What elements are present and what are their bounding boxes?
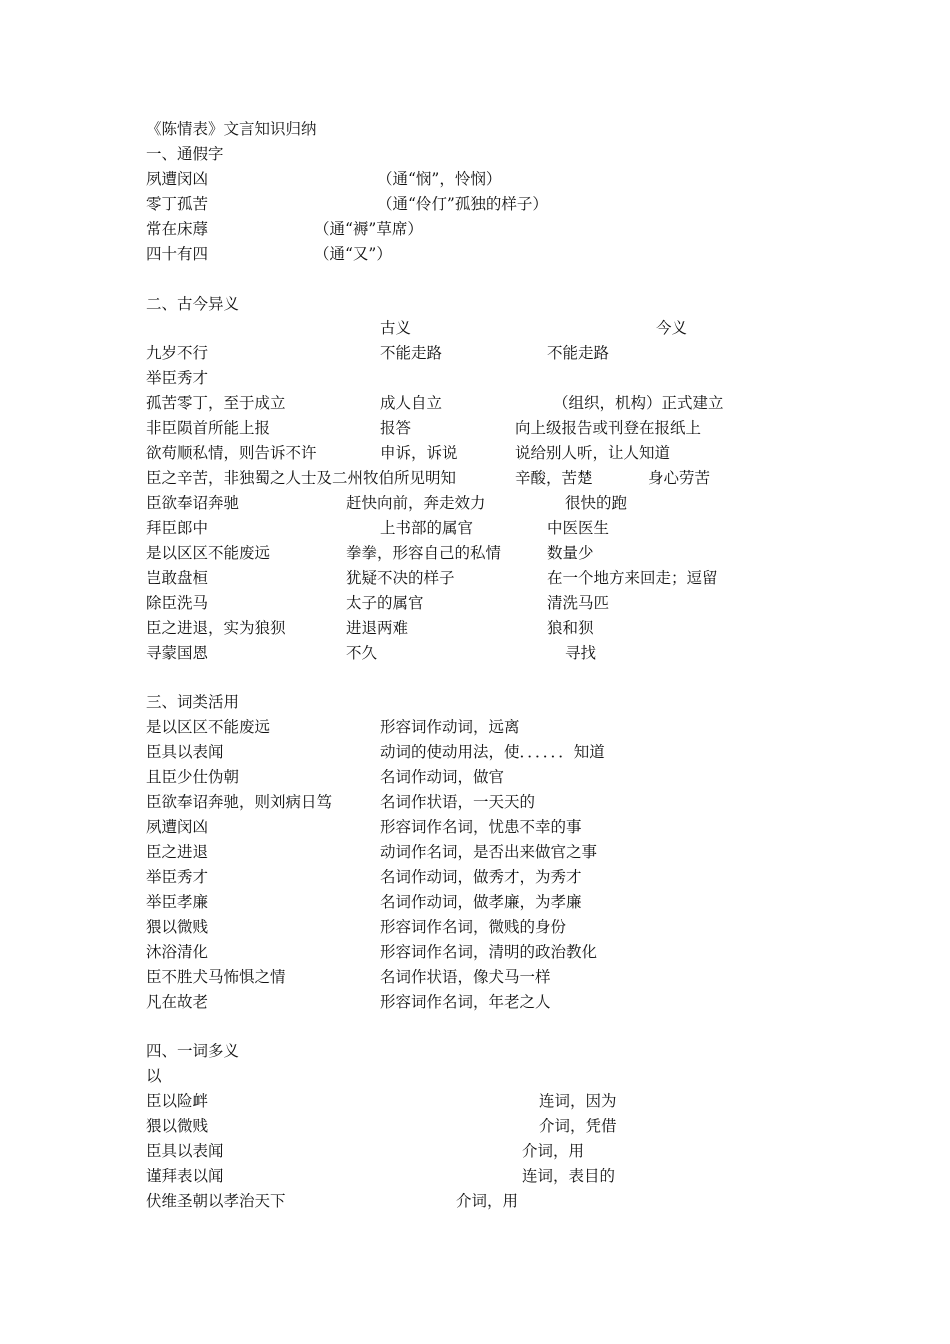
modern-meaning: 寻找 — [565, 644, 597, 662]
explanation: 动词的使动用法，使．．．．．．知道 — [380, 743, 605, 761]
table-row — [0, 1189, 950, 1214]
phrase: 夙遭闵凶 — [146, 170, 209, 188]
modern-meaning: 向上级报告或刊登在报纸上 — [515, 419, 702, 437]
phrase: 四十有四 — [146, 245, 209, 263]
table-row — [0, 341, 950, 366]
modern-meaning: 狼和狈 — [547, 619, 594, 637]
explanation: （通“悯”，怜悯） — [377, 170, 502, 188]
phrase: 举臣秀才 — [146, 868, 209, 886]
table-row — [0, 865, 950, 890]
phrase: 常在床蓐 — [146, 220, 209, 238]
table-row — [0, 591, 950, 616]
phrase: 非臣陨首所能上报 — [146, 419, 271, 437]
phrase: 猥以微贱 — [146, 918, 209, 936]
keyword: 以 — [146, 1067, 162, 1085]
phrase: 是以区区不能废远 — [146, 718, 271, 736]
phrase: 零丁孤苦 — [146, 195, 209, 213]
explanation: 形容词作名词，清明的政治教化 — [380, 943, 598, 961]
column-header-gu: 古义 — [380, 319, 412, 337]
column-header-jin: 今义 — [656, 319, 688, 337]
table-row — [0, 815, 950, 840]
modern-meaning: 很快的跑 — [565, 494, 628, 512]
explanation: 形容词作动词，远离 — [380, 718, 520, 736]
explanation: 形容词作名词，微贱的身份 — [380, 918, 567, 936]
table-row — [0, 491, 950, 516]
table-row — [0, 1114, 950, 1139]
phrase: 寻蒙国恩 — [146, 644, 209, 662]
ancient-meaning: 成人自立 — [380, 394, 443, 412]
explanation: 动词作名词，是否出来做官之事 — [380, 843, 598, 861]
section-3-heading-line — [0, 690, 950, 715]
explanation: 名词作状语，像犬马一样 — [380, 968, 551, 986]
phrase: 臣以险衅 — [146, 1092, 209, 1110]
explanation: 形容词作名词，忧患不幸的事 — [380, 818, 582, 836]
phrase: 臣不胜犬马怖惧之情 — [146, 968, 286, 986]
table-row — [0, 466, 950, 491]
explanation: 连词，因为 — [539, 1092, 617, 1110]
phrase: 谨拜表以闻 — [146, 1167, 224, 1185]
table-row — [0, 366, 950, 391]
table-row — [0, 416, 950, 441]
modern-meaning: 不能走路 — [547, 344, 610, 362]
explanation: （通“褥”草席） — [314, 220, 423, 238]
section-2-heading-line — [0, 292, 950, 317]
ancient-meaning: 申诉，诉说 — [380, 444, 458, 462]
table-row — [0, 391, 950, 416]
table-row — [0, 217, 950, 242]
phrase: 臣之进退，实为狼狈 — [146, 619, 286, 637]
table-row — [0, 1089, 950, 1114]
ancient-meaning: 犹疑不决的样子 — [346, 569, 455, 587]
phrase: 伏维圣朝以孝治天下 — [146, 1192, 286, 1210]
explanation: 介词，用 — [456, 1192, 519, 1210]
table-row — [0, 890, 950, 915]
phrase: 臣之进退 — [146, 843, 209, 861]
table-row — [0, 516, 950, 541]
phrase: 拜臣郎中 — [146, 519, 209, 537]
table-row — [0, 765, 950, 790]
phrase: 欲苟顺私情，则告诉不许 — [146, 444, 317, 462]
section-1-heading: 一、通假字 — [146, 145, 224, 163]
phrase: 是以区区不能废远 — [146, 544, 271, 562]
table-row — [0, 167, 950, 192]
phrase: 臣之辛苦，非独蜀之人士及二州牧伯所见明知 — [146, 469, 457, 487]
table-row — [0, 740, 950, 765]
table-row — [0, 541, 950, 566]
table-row — [0, 990, 950, 1015]
phrase: 孤苦零丁，至于成立 — [146, 394, 286, 412]
ancient-meaning: 赶快向前，奔走效力 — [346, 494, 486, 512]
ancient-meaning: 辛酸，苦楚 — [515, 469, 593, 487]
table-row — [0, 1164, 950, 1189]
phrase: 猥以微贱 — [146, 1117, 209, 1135]
phrase: 臣具以表闻 — [146, 1142, 224, 1160]
table-row — [0, 965, 950, 990]
section-1-heading-line — [0, 142, 950, 167]
table-row — [0, 915, 950, 940]
ancient-meaning: 不久 — [346, 644, 378, 662]
phrase: 凡在故老 — [146, 993, 209, 1011]
phrase: 除臣洗马 — [146, 594, 209, 612]
table-row — [0, 192, 950, 217]
modern-meaning: 在一个地方来回走；逗留 — [547, 569, 718, 587]
table-row — [0, 616, 950, 641]
explanation: （通“伶仃”孤独的样子） — [377, 195, 548, 213]
explanation: 介词，凭借 — [539, 1117, 617, 1135]
modern-meaning: 清洗马匹 — [547, 594, 610, 612]
phrase: 岂敢盘桓 — [146, 569, 209, 587]
table-row — [0, 940, 950, 965]
modern-meaning: 说给别人听，让人知道 — [515, 444, 671, 462]
phrase: 举臣孝廉 — [146, 893, 209, 911]
explanation: 名词作动词，做秀才，为秀才 — [380, 868, 582, 886]
table-row — [0, 566, 950, 591]
phrase: 臣具以表闻 — [146, 743, 224, 761]
ancient-meaning: 太子的属官 — [346, 594, 424, 612]
explanation: （通“又”） — [314, 245, 392, 263]
document-title: 《陈情表》文言知识归纳 — [146, 120, 317, 138]
explanation: 介词，用 — [522, 1142, 585, 1160]
phrase: 臣欲奉诏奔驰 — [146, 494, 240, 512]
phrase: 臣欲奉诏奔驰，则刘病日笃 — [146, 793, 333, 811]
modern-meaning: （组织，机构）正式建立 — [553, 394, 724, 412]
section-4-heading-line — [0, 1039, 950, 1064]
table-row — [0, 1139, 950, 1164]
modern-meaning: 数量少 — [547, 544, 594, 562]
table-row — [0, 242, 950, 267]
explanation: 形容词作名词，年老之人 — [380, 993, 551, 1011]
table-row — [0, 840, 950, 865]
column-header-row — [0, 316, 950, 341]
section-3-heading: 三、词类活用 — [146, 693, 240, 711]
phrase: 夙遭闵凶 — [146, 818, 209, 836]
phrase: 且臣少仕伪朝 — [146, 768, 240, 786]
table-row — [0, 715, 950, 740]
document-title-line — [0, 117, 950, 142]
section-2-heading: 二、古今异义 — [146, 295, 240, 313]
table-row — [0, 790, 950, 815]
ancient-meaning: 进退两难 — [346, 619, 409, 637]
ancient-meaning: 上书部的属官 — [380, 519, 474, 537]
table-row — [0, 441, 950, 466]
ancient-meaning: 不能走路 — [380, 344, 443, 362]
ancient-meaning: 报答 — [380, 419, 412, 437]
modern-meaning: 身心劳苦 — [648, 469, 711, 487]
phrase: 九岁不行 — [146, 344, 209, 362]
phrase: 举臣秀才 — [146, 369, 209, 387]
keyword-line — [0, 1064, 950, 1089]
section-4-heading: 四、一词多义 — [146, 1042, 240, 1060]
phrase: 沐浴清化 — [146, 943, 209, 961]
table-row — [0, 641, 950, 666]
ancient-meaning: 拳拳，形容自己的私情 — [346, 544, 502, 562]
explanation: 名词作状语，一天天的 — [380, 793, 536, 811]
modern-meaning: 中医医生 — [547, 519, 610, 537]
explanation: 连词，表目的 — [522, 1167, 616, 1185]
explanation: 名词作动词，做孝廉，为孝廉 — [380, 893, 582, 911]
explanation: 名词作动词，做官 — [380, 768, 505, 786]
